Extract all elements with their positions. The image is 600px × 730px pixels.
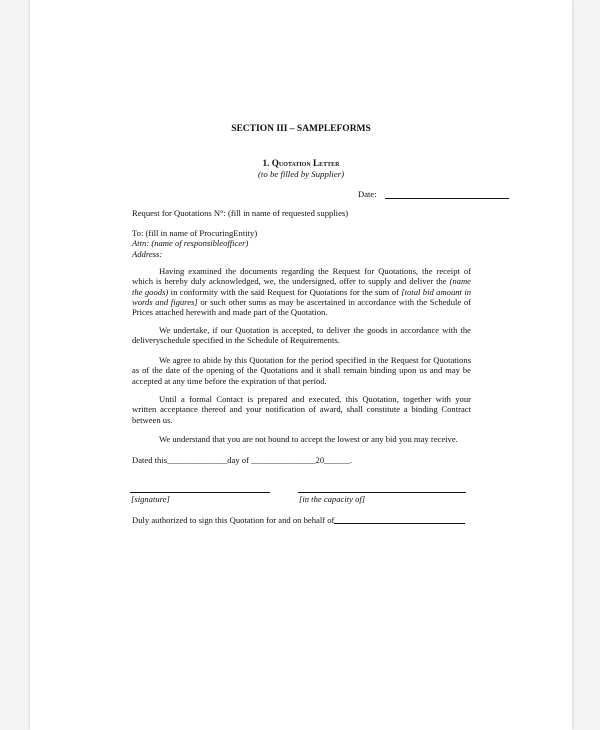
form-title: Quotation Letter — [271, 158, 340, 168]
paragraph-delivery: We undertake, if our Quotation is accepted, to deliver the goods in accordance with the deliveryschedule specified in the Schedule of Requirements. — [132, 325, 471, 346]
address-label: Address: — [132, 249, 163, 259]
attn-line: Attn: (name of responsibleofficer) — [132, 238, 249, 248]
paragraph-contract: Until a formal Contact is prepared and executed, this Quotation, together with your written acceptance thereof and your notification of award, shall constitute a binding Contract between us. — [132, 394, 471, 425]
form-subtitle: (to be filled by Supplier) — [258, 169, 344, 179]
date-label: Date: — [358, 189, 377, 199]
request-line: Request for Quotations N°: (fill in name of requested supplies) — [132, 208, 349, 218]
dated-line: Dated this______________day of _______________20______. — [132, 455, 353, 465]
form-heading — [30, 158, 572, 168]
to-line: To: (fill in name of ProcuringEntity) — [132, 228, 258, 238]
form-number: 1. — [262, 158, 270, 168]
capacity-label: [in the capacity of] — [299, 494, 366, 504]
authorized-field-line[interactable] — [334, 523, 465, 524]
date-field-line[interactable] — [385, 198, 509, 199]
section-title: SECTION III – SAMPLEFORMS — [231, 124, 371, 134]
document-page — [30, 0, 572, 730]
signature-label: [signature] — [131, 494, 170, 504]
authorized-line: Duly authorized to sign this Quotation for and on behalf of — [132, 515, 335, 525]
signature-line[interactable] — [130, 492, 270, 493]
paragraph-offer: Having examined the documents regarding the Request for Quotations, the receipt of which is hereby duly acknowledged, we, the undersigned, offer to supply and deliver the (name the goods) in conformity with the said Request for Quotations for the sum of [total bid amount in words and figures] or such other sums as may be ascertained in accordance with the Schedule of Prices attached herewith and made part of the Quotation. — [132, 266, 472, 318]
paragraph-validity: We agree to abide by this Quotation for the period specified in the Request for Quotations as of the date of the opening of the Quotations and it shall remain binding upon us and may be accepted at any time before the expiration of that period. — [132, 355, 471, 386]
paragraph-not-bound: We understand that you are not bound to accept the lowest or any bid you may receive. — [159, 434, 458, 444]
capacity-line[interactable] — [298, 492, 466, 493]
